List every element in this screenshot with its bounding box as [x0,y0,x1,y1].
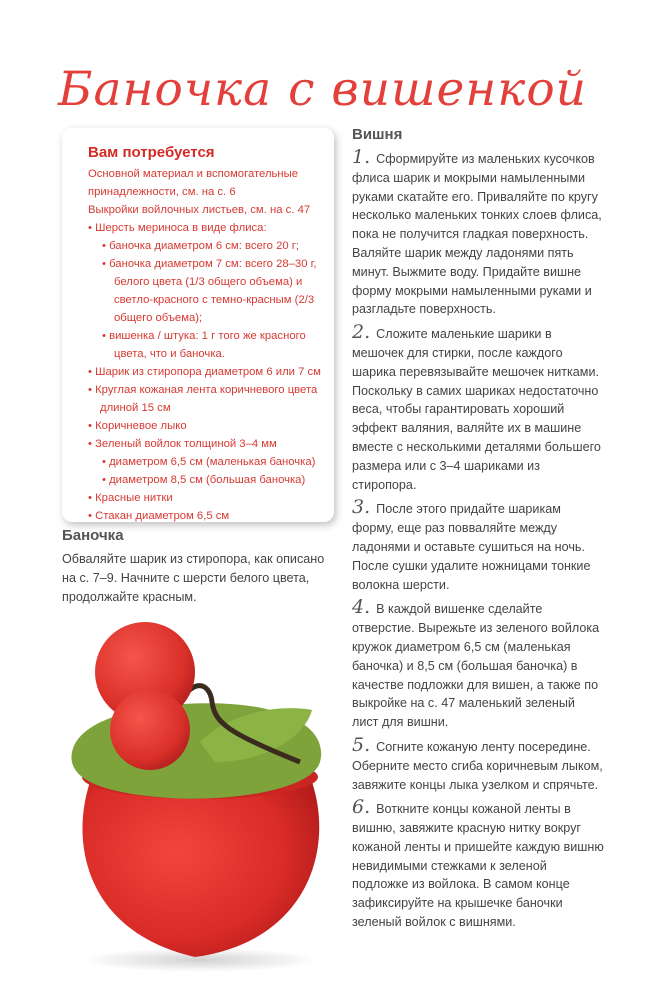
step-text: Сложите маленькие шарики в мешочек для стирки, после каждого шарика перевязывайте мешочек нитками. Поскольку в самих шариках недостаточно веса, чтобы гарантировать хороший эффект валяния, валяйте их в машине вместе с несколькими деталями большего размера или с 3–4 шариками из стиропора. [352,327,601,492]
jar-text: Обваляйте шарик из стиропора, как описано на с. 7–9. Начните с шерсти белого цвета, продолжайте красным. [62,552,325,604]
requirements-item: • Зеленый войлок толщиной 3–4 мм [88,438,277,450]
step-number: 2. [352,321,371,344]
step-text: В каждой вишенке сделайте отверстие. Вырежьте из зеленого войлока кружок диаметром 6,5 см (маленькая баночка) и 8,5 см (большая баночка) в качестве подложки для вишен, а также по выкройке на с. 47 маленький зеленый лист для вишни. [352,602,600,730]
requirements-subitem: • баночка диаметром 6 см: всего 20 г; [102,240,300,252]
step-number: 6. [352,796,371,819]
step-1 [352,148,604,319]
requirements-item: принадлежности, см. на с. 6 [88,186,236,198]
step-number: 5. [352,733,371,756]
requirements-subitem: • вишенка / штука: 1 г того же красного цвета, что и баночка. [102,330,306,360]
requirements-item: Выкройки войлочных листьев, см. на с. 47 [88,204,311,216]
requirements-item: • Коричневое лыко [88,420,187,432]
requirements-item: • Шерсть мериноса в виде флиса: [88,222,267,234]
step-6 [352,798,604,932]
requirements-list [88,165,328,525]
requirements-subitem: • диаметром 6,5 см (маленькая баночка) [102,456,316,468]
step-text: Согните кожаную ленту посередине. Оберните место сгиба коричневым лыком, завяжите концы лыка узелком и спрячьте. [352,739,603,792]
jar-heading: Баночка [62,527,124,544]
requirements-subitem: • баночка диаметром 7 см: всего 28–30 г, белого цвета (1/3 общего объема) и светло-красного с темно-красным (2/3 общего объема); [102,258,317,324]
felt-jar-photo [50,612,350,972]
step-number: 3. [352,496,371,519]
requirements-item: • Шарик из стиропора диаметром 6 или 7 см [88,366,321,378]
step-2 [352,323,604,494]
step-5 [352,733,604,794]
step-text: Воткните концы кожаной ленты в вишню, завяжите красную нитку вокруг кожаной ленты и пришейте каждую вишню невидимыми стежками к зеленой подложке из войлока. В самом конце зафиксируйте на крышечке баночки зеленый войлок с вишнями. [352,802,604,930]
step-text: После этого придайте шарикам форму, еще раз повваляйте между ладонями и оставьте сушиться на ночь. После сушки удалите ножницами тонкие волокна шерсти. [352,502,591,592]
requirements-content [88,144,328,525]
cherry-steps [352,148,604,936]
page-title: Баночка с вишенкой [58,62,587,117]
requirements-item: • Стакан диаметром 6,5 см [88,510,230,522]
requirements-subitem: • диаметром 8,5 см (большая баночка) [102,474,306,486]
requirements-heading: Вам потребуется [88,144,215,161]
cherry-small [110,690,190,770]
step-number: 1. [352,146,371,168]
step-text: Сформируйте из маленьких кусочков флиса шарик и мокрыми намыленными руками скатайте его. Приваляйте по кругу несколько маленьких тонких слоев флиса, пока не получится гладкая поверхность. Валяйте шарик между ладонями пять минут. Выжмите воду. Придайте вишне форму мокрыми намыленными руками и разгладьте поверхность. [352,152,602,317]
step-4 [352,598,604,732]
requirements-item: • Круглая кожаная лента коричневого цвета длиной 15 см [88,384,318,414]
requirements-item: • Красные нитки [88,492,173,504]
cherry-heading: Вишня [352,126,403,143]
step-number: 4. [352,596,371,619]
requirements-item: Основной материал и вспомогательные [88,168,299,180]
step-3 [352,498,604,594]
